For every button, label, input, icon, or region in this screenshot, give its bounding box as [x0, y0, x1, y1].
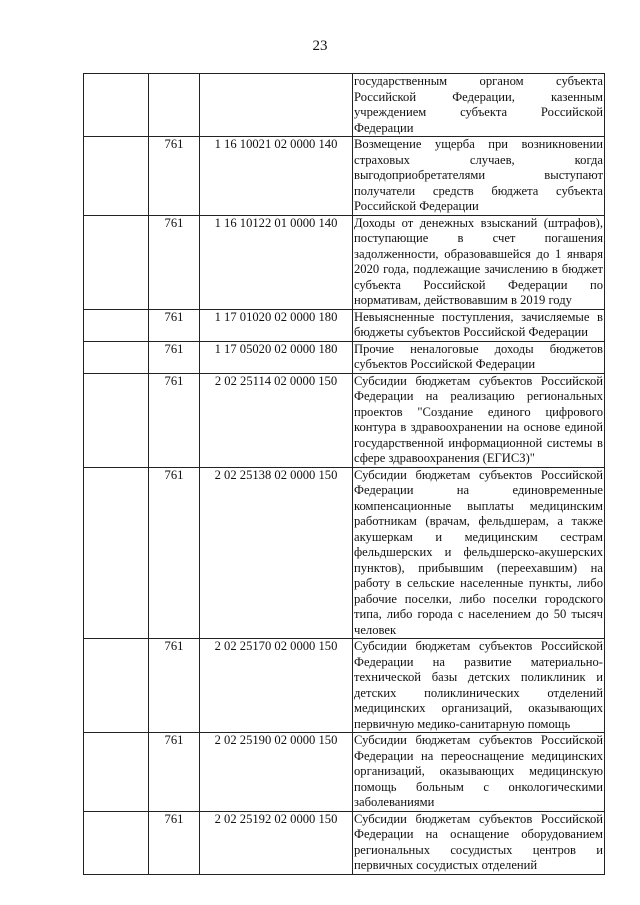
revenue-name-cell: государственным органом субъекта Российской Федерации, казенным учреждением субъекта Российской Федерации [354, 74, 603, 135]
table-row [84, 341, 605, 373]
admin-code-cell: 761 [149, 467, 200, 639]
table-row [84, 373, 605, 467]
revenue-name-cell: Возмещение ущерба при возникновении страховых случаев, когда выгодоприобретателями выступают получатели средств бюджета субъекта Российской Федерации [354, 137, 603, 213]
revenue-name-cell: Субсидии бюджетам субъектов Российской Федерации на оснащение оборудованием региональных сосудистых центров и первичных сосудистых отделений [354, 811, 603, 872]
revenue-name-cell: Субсидии бюджетам субъектов Российской Федерации на развитие материально-технической базы детских поликлиник и детских поликлинических отделений медицинских организаций, оказывающих первичную медико-санитарную помощь [354, 639, 603, 731]
blank-cell [84, 215, 149, 309]
revenue-name-cell: Субсидии бюджетам субъектов Российской Федерации на реализацию региональных проектов "Создание единого цифрового контура в здравоохранении на основе единой государственной информационной системы в сфере здравоохранения (ЕГИСЗ)" [354, 373, 603, 465]
revenue-name-cell: Субсидии бюджетам субъектов Российской Федерации на единовременные компенсационные выплаты медицинским работникам (врачам, фельдшерам, а также акушеркам и медицинским сестрам фельдшерских и фельдшерско-акушерских пунктов), прибывшим (переехавшим) на работу в сельские населенные пункты, либо рабочие поселки, либо поселки городского типа, либо города с населением до 50 тысяч человек [354, 467, 603, 637]
admin-code-cell: 761 [149, 639, 200, 733]
budget-code-cell: 2 02 25170 02 0000 150 [200, 639, 353, 733]
admin-code-cell: 761 [149, 215, 200, 309]
budget-code-cell: 2 02 25114 02 0000 150 [200, 373, 353, 467]
blank-cell [84, 74, 149, 137]
budget-code-cell [200, 74, 353, 137]
blank-cell [84, 309, 149, 341]
budget-code-cell: 2 02 25190 02 0000 150 [200, 733, 353, 812]
admin-code-cell [149, 74, 200, 137]
admin-code-cell: 761 [149, 341, 200, 373]
revenue-name-cell: Невыясненные поступления, зачисляемые в бюджеты субъектов Российской Федерации [354, 309, 603, 339]
table-row [84, 74, 605, 137]
budget-code-cell: 2 02 25192 02 0000 150 [200, 811, 353, 874]
revenue-name-cell: Субсидии бюджетам субъектов Российской Федерации на переоснащение медицинских организаций, оказывающих медицинскую помощь больным с онкологическими заболеваниями [354, 733, 603, 809]
admin-code-cell: 761 [149, 811, 200, 874]
blank-cell [84, 811, 149, 874]
revenue-classification-table [83, 73, 605, 875]
blank-cell [84, 639, 149, 733]
blank-cell [84, 341, 149, 373]
table-row [84, 309, 605, 341]
table-row [84, 733, 605, 812]
revenue-name-cell: Прочие неналоговые доходы бюджетов субъектов Российской Федерации [354, 341, 603, 371]
budget-code-cell: 1 16 10021 02 0000 140 [200, 137, 353, 216]
blank-cell [84, 137, 149, 216]
budget-code-cell: 1 17 01020 02 0000 180 [200, 309, 353, 341]
budget-code-cell: 1 17 05020 02 0000 180 [200, 341, 353, 373]
table-row [84, 215, 605, 309]
blank-cell [84, 733, 149, 812]
blank-cell [84, 373, 149, 467]
budget-code-cell: 2 02 25138 02 0000 150 [200, 467, 353, 639]
admin-code-cell: 761 [149, 309, 200, 341]
budget-code-cell: 1 16 10122 01 0000 140 [200, 215, 353, 309]
table-row [84, 137, 605, 216]
blank-cell [84, 467, 149, 639]
admin-code-cell: 761 [149, 733, 200, 812]
admin-code-cell: 761 [149, 137, 200, 216]
table-row [84, 639, 605, 733]
revenue-name-cell: Доходы от денежных взысканий (штрафов), поступающие в счет погашения задолженности, образовавшейся до 1 января 2020 года, подлежащие зачислению в бюджет субъекта Российской Федерации по нормативам, действовавшим в 2019 году [354, 215, 603, 307]
table-row [84, 811, 605, 874]
table-row [84, 467, 605, 639]
admin-code-cell: 761 [149, 373, 200, 467]
page-number: 23 [312, 38, 328, 54]
